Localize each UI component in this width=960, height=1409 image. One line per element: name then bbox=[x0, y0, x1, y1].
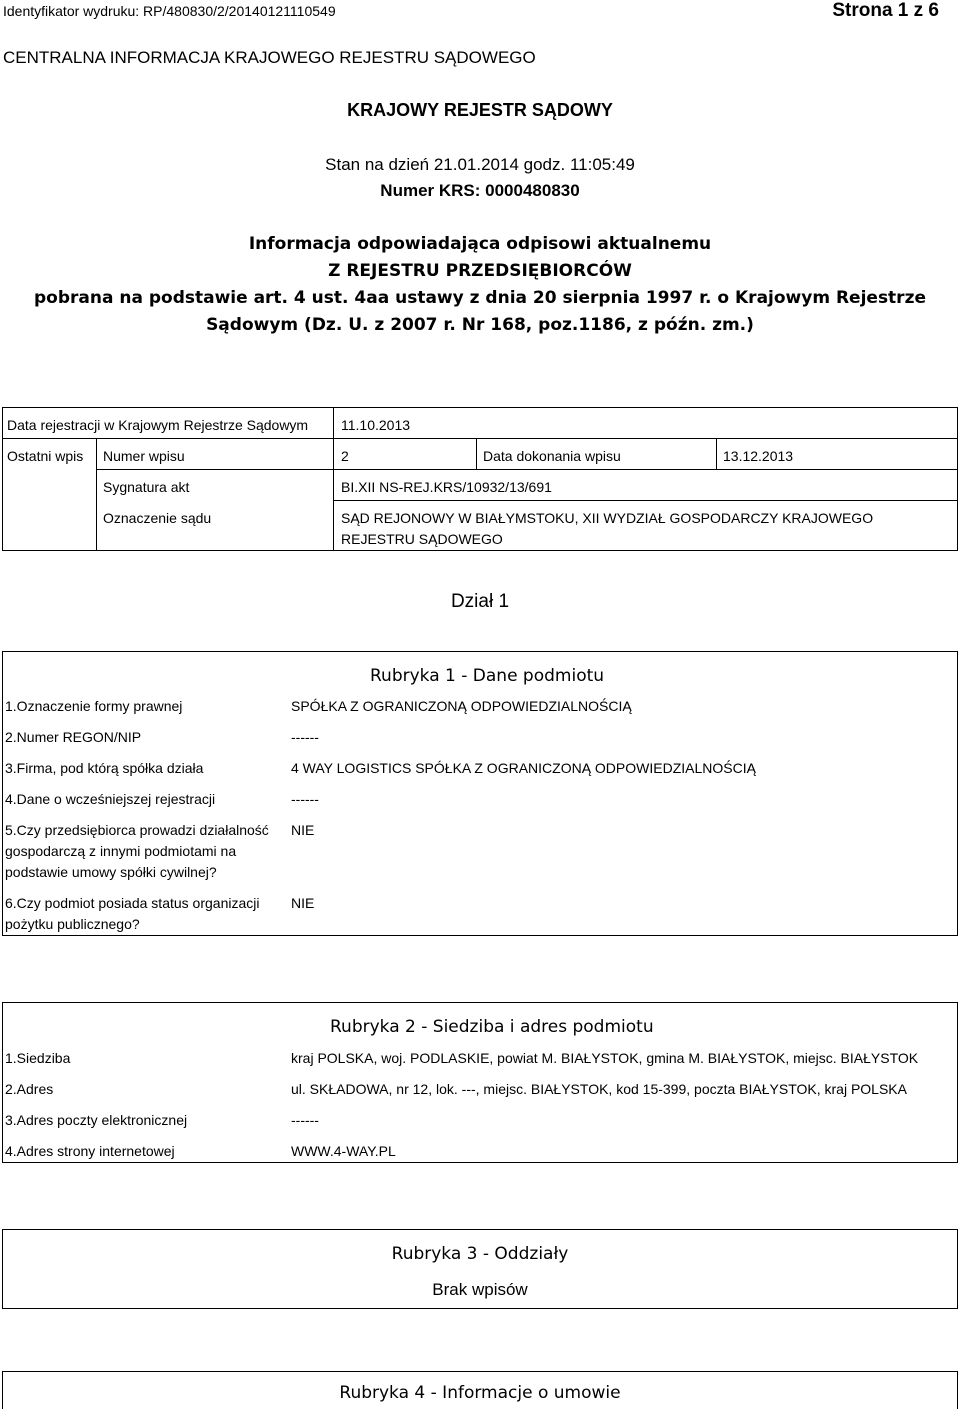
last-entry-label: Ostatni wpis bbox=[7, 448, 84, 464]
r2-row-2-label: 2.Adres bbox=[5, 1081, 54, 1097]
r1-row-2-label: 2.Numer REGON/NIP bbox=[5, 729, 142, 745]
divider bbox=[333, 500, 958, 501]
rubryka-1-title: Rubryka 1 - Dane podmiotu bbox=[370, 666, 605, 686]
state-date: Stan na dzień 21.01.2014 godz. 11:05:49 bbox=[325, 155, 635, 174]
signature-value: BI.XII NS-REJ.KRS/10932/13/691 bbox=[341, 479, 552, 495]
divider bbox=[716, 438, 717, 470]
r1-row-6-label: 6.Czy podmiot posiada status organizacji pożytku publicznego? bbox=[5, 895, 260, 932]
r2-row-2-value: ul. SKŁADOWA, nr 12, lok. ---, miejsc. BIAŁYSTOK, kod 15-399, poczta BIAŁYSTOK, kraj POLSKA bbox=[291, 1081, 907, 1097]
page-number: Strona 1 z 6 bbox=[832, 0, 939, 21]
r1-row-1-value: SPÓŁKA Z OGRANICZONĄ ODPOWIEDZIALNOŚCIĄ bbox=[291, 698, 632, 714]
entry-date-value: 13.12.2013 bbox=[723, 448, 794, 464]
r1-row-5-value: NIE bbox=[291, 822, 315, 838]
rubryka-2-title: Rubryka 2 - Siedziba i adres podmiotu bbox=[330, 1017, 654, 1037]
registry-title: KRAJOWY REJESTR SĄDOWY bbox=[347, 100, 613, 120]
r2-row-4-value: WWW.4-WAY.PL bbox=[291, 1143, 396, 1159]
info-line-1: Informacja odpowiadająca odpisowi aktualnemu bbox=[248, 234, 712, 254]
court-value: SĄD REJONOWY W BIAŁYMSTOKU, XII WYDZIAŁ GOSPODARCZY KRAJOWEGO REJESTRU SĄDOWEGO bbox=[341, 510, 874, 547]
divider bbox=[476, 438, 477, 470]
rubryka-3-title: Rubryka 3 - Oddziały bbox=[391, 1244, 569, 1264]
r1-row-1-label: 1.Oznaczenie formy prawnej bbox=[5, 698, 183, 714]
section-title: Dział 1 bbox=[450, 591, 510, 612]
r1-row-4-value: ------ bbox=[291, 791, 319, 807]
rubryka-3-empty: Brak wpisów bbox=[432, 1280, 528, 1299]
divider bbox=[333, 407, 334, 439]
reg-date-value: 11.10.2013 bbox=[341, 417, 411, 433]
r2-row-3-label: 3.Adres poczty elektronicznej bbox=[5, 1112, 188, 1128]
r2-row-4-label: 4.Adres strony internetowej bbox=[5, 1143, 175, 1159]
print-identifier: Identyfikator wydruku: RP/480830/2/20140121110549 bbox=[3, 3, 336, 19]
court-label: Oznaczenie sądu bbox=[103, 510, 212, 526]
r2-row-1-label: 1.Siedziba bbox=[5, 1050, 71, 1066]
divider bbox=[333, 438, 334, 470]
institution-name: CENTRALNA INFORMACJA KRAJOWEGO REJESTRU SĄDOWEGO bbox=[3, 48, 536, 67]
r1-row-2-value: ------ bbox=[291, 729, 319, 745]
r1-row-3-value: 4 WAY LOGISTICS SPÓŁKA Z OGRANICZONĄ ODPOWIEDZIALNOŚCIĄ bbox=[291, 760, 756, 776]
rubryka-4-title: Rubryka 4 - Informacje o umowie bbox=[339, 1383, 621, 1403]
r2-row-1-value: kraj POLSKA, woj. PODLASKIE, powiat M. BIAŁYSTOK, gmina M. BIAŁYSTOK, miejsc. BIAŁYSTOK bbox=[291, 1050, 919, 1066]
reg-date-label: Data rejestracji w Krajowym Rejestrze Sądowym bbox=[7, 417, 309, 433]
r2-row-3-value: ------ bbox=[291, 1112, 319, 1128]
signature-label: Sygnatura akt bbox=[103, 479, 190, 495]
r1-row-4-label: 4.Dane o wcześniejszej rejestracji bbox=[5, 791, 216, 807]
krs-number: Numer KRS: 0000480830 bbox=[380, 181, 580, 200]
info-line-2: Z REJESTRU PRZEDSIĘBIORCÓW bbox=[328, 261, 632, 281]
r1-row-3-label: 3.Firma, pod którą spółka działa bbox=[5, 760, 204, 776]
r1-row-5-label: 5.Czy przedsiębiorca prowadzi działalność gospodarczą z innymi podmiotami na podstawie umowy spółki cywilnej? bbox=[5, 822, 269, 880]
r1-row-6-value: NIE bbox=[291, 895, 315, 911]
legal-basis-line-2: Sądowym (Dz. U. z 2007 r. Nr 168, poz.1186, z późn. zm.) bbox=[206, 315, 754, 335]
entry-number-value: 2 bbox=[341, 448, 349, 464]
legal-basis-line-1: pobrana na podstawie art. 4 ust. 4aa ustawy z dnia 20 sierpnia 1997 r. o Krajowym Rejestrze bbox=[34, 288, 926, 308]
entry-number-label: Numer wpisu bbox=[103, 448, 185, 464]
entry-date-label: Data dokonania wpisu bbox=[483, 448, 621, 464]
